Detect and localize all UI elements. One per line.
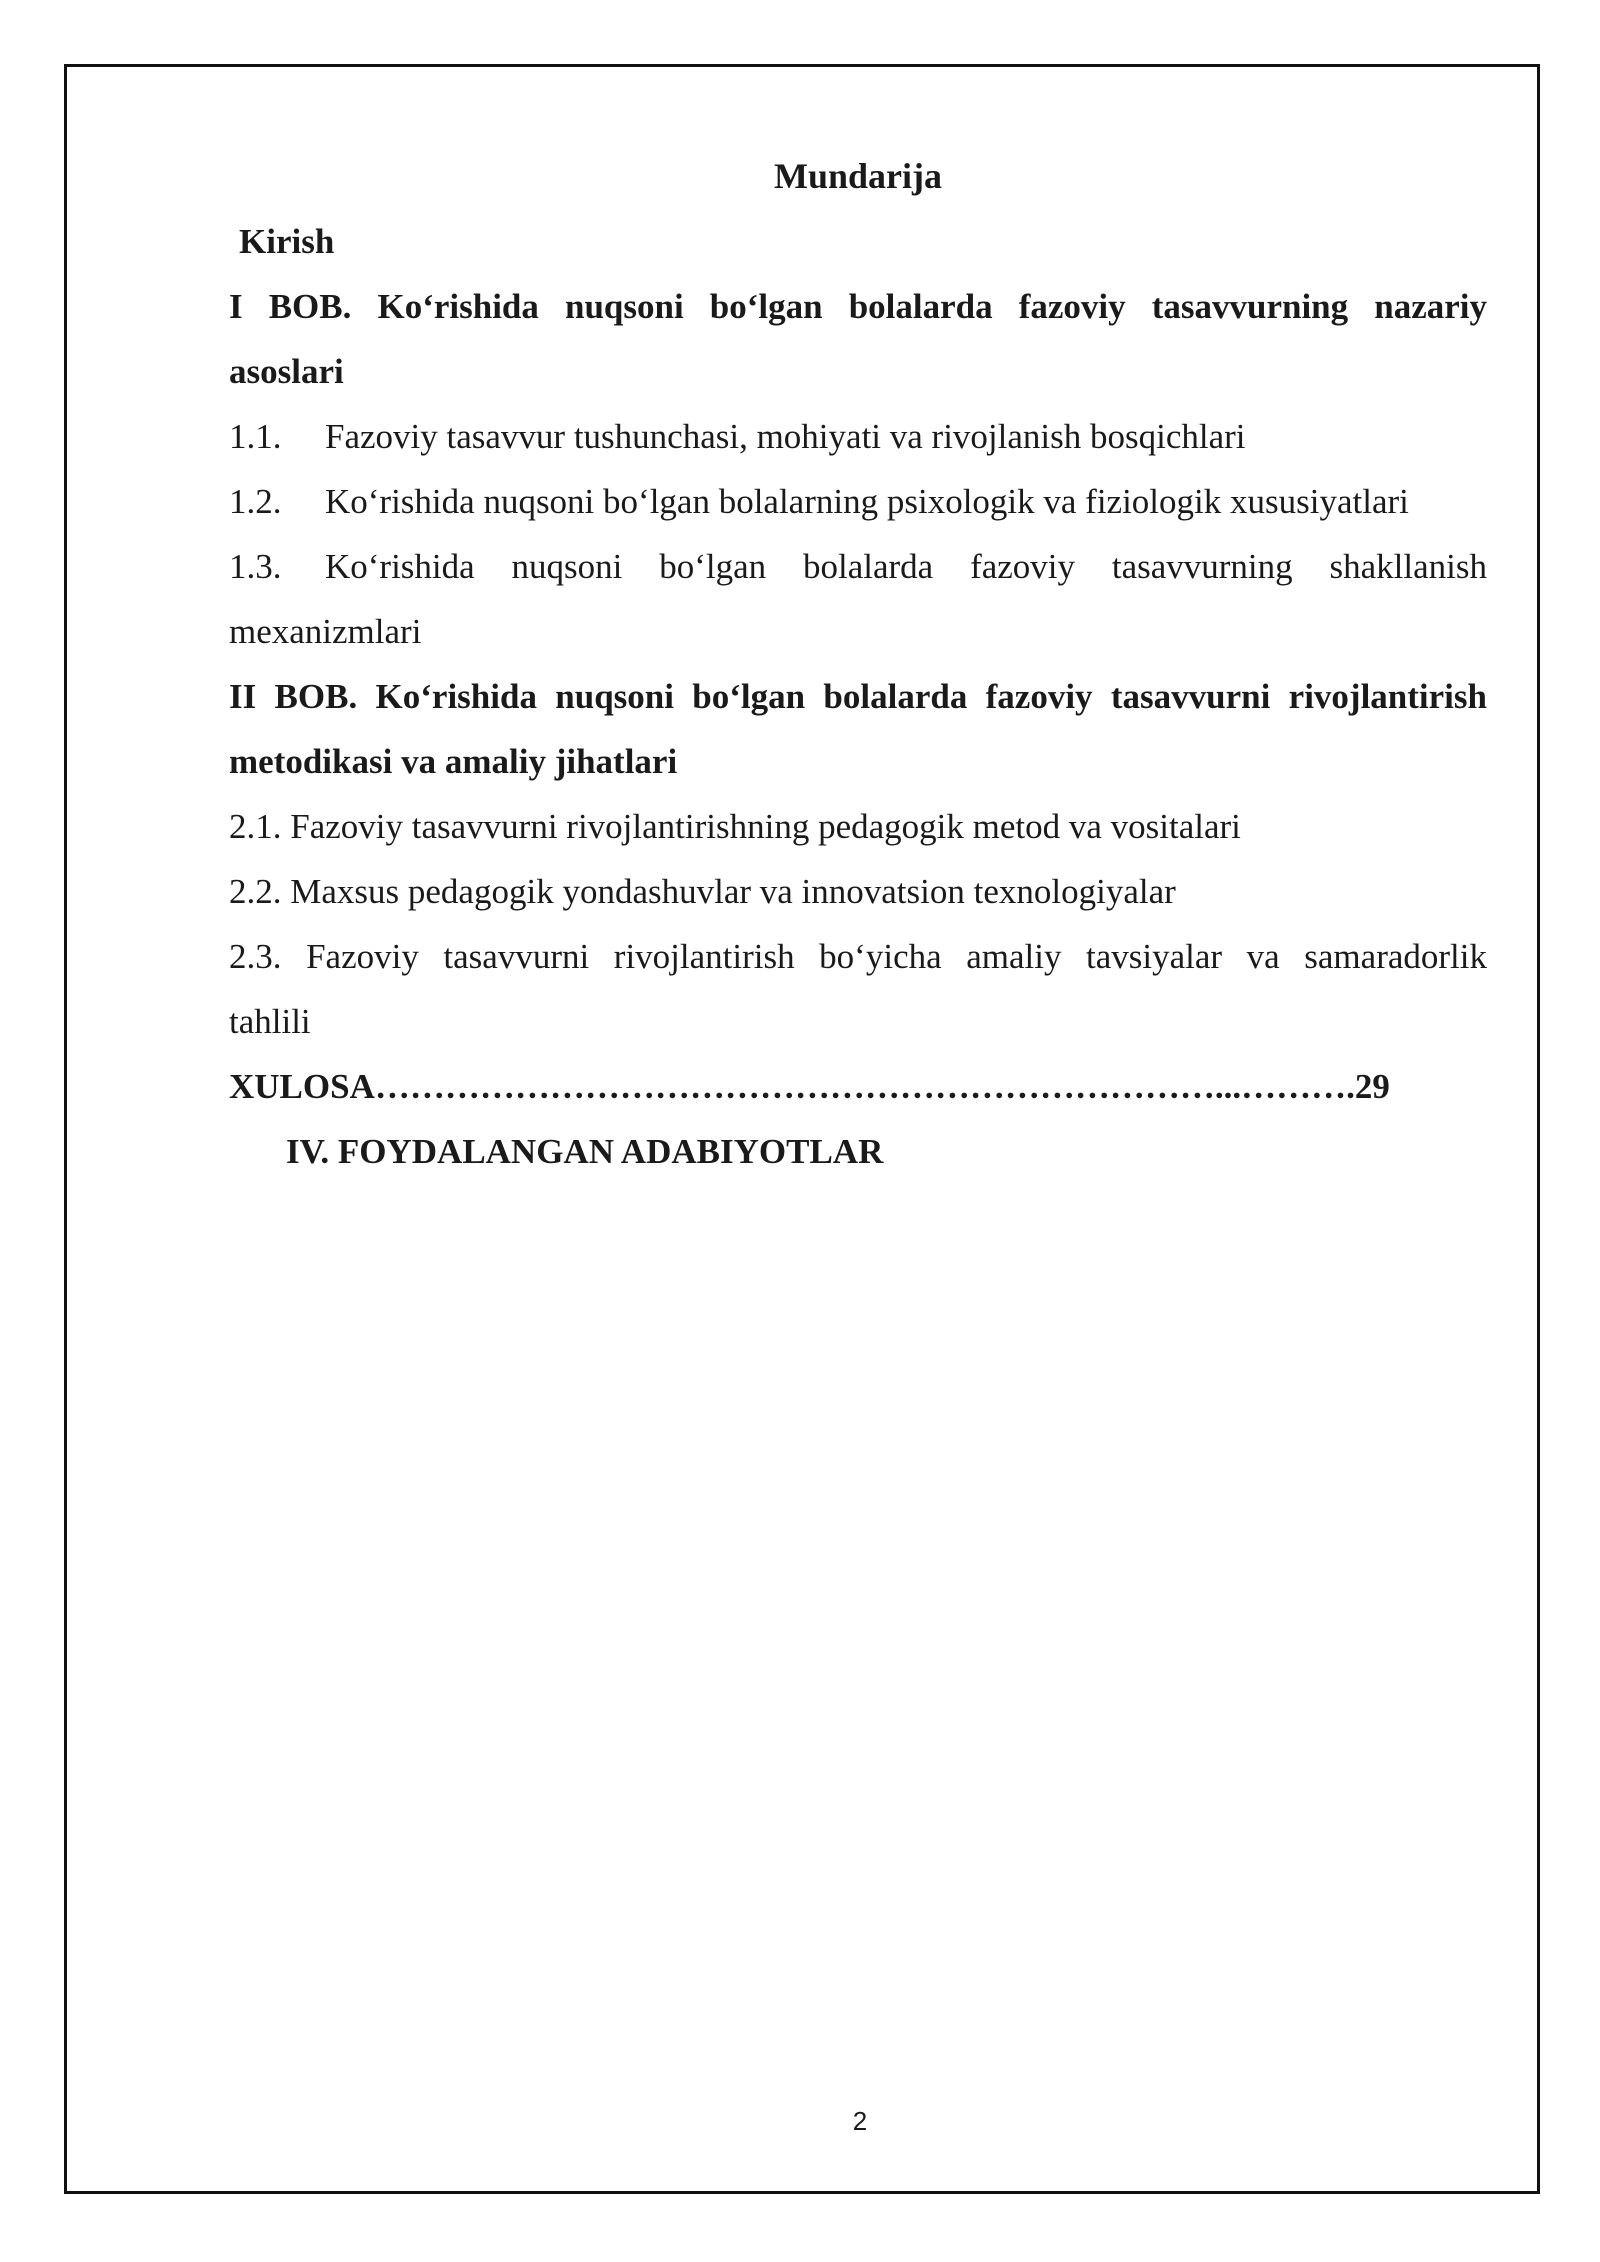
table-of-contents	[229, 209, 1487, 1184]
toc-section-2-3	[229, 924, 1487, 1054]
toc-adabiyotlar: IV. FOYDALANGAN ADABIYOTLAR	[286, 1132, 884, 1171]
toc-xulosa: XULOSA………………………………………………………………...……….29	[229, 1067, 1390, 1106]
page-number: 2	[852, 2106, 868, 2136]
toc-chapter-2	[229, 664, 1487, 794]
toc-section-1-2	[229, 469, 1487, 534]
toc-section-1-1	[229, 404, 1487, 469]
section-number: 1.1.	[229, 417, 282, 456]
toc-section-1-3	[229, 534, 1487, 664]
toc-section-2-3-line-1: 2.3. Fazoviy tasavvurni rivojlantirish bo‘yicha amaliy tavsiyalar va samaradorlik	[229, 937, 1487, 976]
toc-chapter-1-line-1: I BOB. Ko‘rishida nuqsoni bo‘lgan bolalarda fazoviy tasavvurning nazariy	[229, 287, 1487, 326]
section-title: Fazoviy tasavvur tushunchasi, mohiyati va rivojlanish bosqichlari	[325, 417, 1246, 456]
toc-chapter-1-line-2: asoslari	[229, 352, 344, 391]
section-number: 1.3.	[229, 547, 282, 586]
toc-section-2-2: 2.2. Maxsus pedagogik yondashuvlar va innovatsion texnologiyalar	[229, 872, 1176, 911]
toc-section-2-1: 2.1. Fazoviy tasavvurni rivojlantirishning pedagogik metod va vositalari	[229, 807, 1241, 846]
section-title: Ko‘rishida nuqsoni bo‘lgan bolalarning psixologik va fiziologik xususiyatlari	[325, 482, 1409, 521]
section-number: 1.2.	[229, 482, 282, 521]
section-title: Ko‘rishida nuqsoni bo‘lgan bolalarda fazoviy tasavvurning shakllanish	[325, 547, 1487, 586]
toc-kirish: Kirish	[239, 222, 335, 261]
document-title: Mundarija	[773, 156, 942, 196]
toc-section-1-3-line-2: mexanizmlari	[229, 612, 422, 651]
toc-chapter-2-line-1: II BOB. Ko‘rishida nuqsoni bo‘lgan bolalarda fazoviy tasavvurni rivojlantirish	[229, 677, 1487, 716]
toc-chapter-1	[229, 274, 1487, 404]
toc-chapter-2-line-2: metodikasi va amaliy jihatlari	[229, 742, 678, 781]
toc-section-2-3-line-2: tahlili	[229, 1002, 311, 1041]
toc-section-1-3-line-1	[229, 534, 1487, 599]
